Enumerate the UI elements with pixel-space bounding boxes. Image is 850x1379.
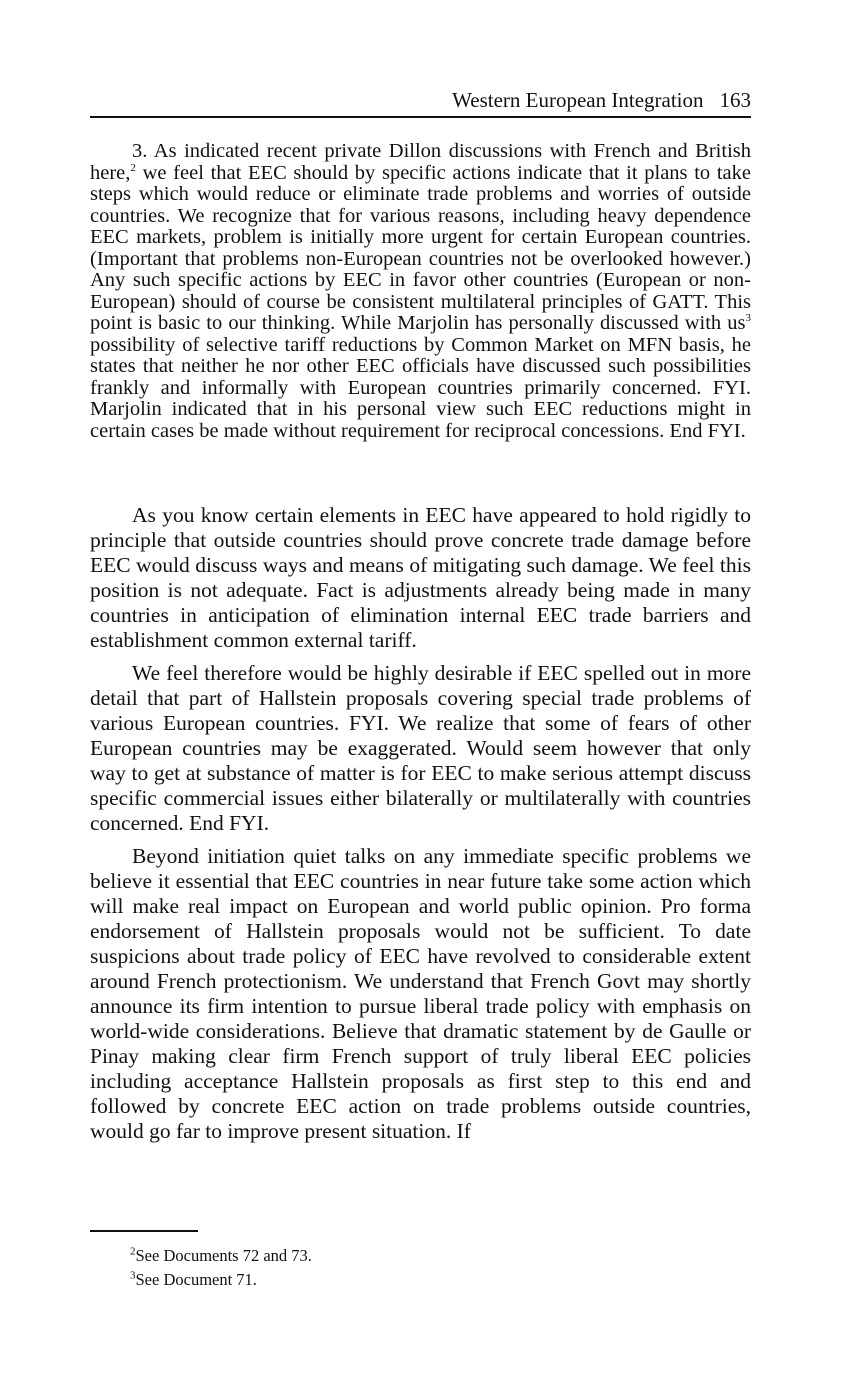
footnote-mark: 2 (130, 1245, 136, 1258)
paragraph: Beyond initiation quiet talks on any immediate specific problems we believe it essential that EEC countries in near future take some action which will make real impact on European and world public opinion. Pro forma endorsement of Hallstein proposals would not be sufficient. To date suspicions about trade policy of EEC have revolved to considerable extent around French protectionism. We understand that French Govt may shortly announce its firm intention to pursue liberal trade policy with emphasis on world-wide considerations. Believe that dramatic statement by de Gaulle or Pinay making clear firm French support of truly liberal EEC policies including acceptance Hallstein proposals as first step to this end and followed by concrete EEC action on trade problems outside countries, would go far to improve present situation. If (90, 844, 751, 1143)
quoted-telegram-paragraph (90, 141, 751, 442)
quote-text-part-3: possibility of selective tariff reductions by Common Market on MFN basis, he states that neither he nor other EEC officials have discussed such possibilities frankly and informally with European countries primarily concerned. FYI. Marjolin indicated that in his personal view such EEC reductions might in certain cases be made without requirement for reciprocal concessions. End FYI. (90, 333, 751, 442)
footnote-ref-2: 2 (130, 161, 136, 174)
footnote-ref-3: 3 (745, 312, 751, 325)
header-title: Western European Integration (452, 88, 704, 112)
page-number: 163 (719, 88, 751, 112)
footnote-text: See Documents 72 and 73. (135, 1246, 312, 1265)
quote-text-part-1: 3. As indicated recent private Dillon discussions with French and British here, (90, 140, 751, 184)
running-header (90, 86, 751, 118)
footnote-mark: 3 (130, 1269, 136, 1282)
paragraph: As you know certain elements in EEC have appeared to hold rigidly to principle that outside countries should prove concrete trade damage before EEC would discuss ways and means of mitigating such damage. We feel this position is not adequate. Fact is adjustments already being made in many countries in anticipation of elimination internal EEC trade barriers and establishment common external tariff. (90, 503, 751, 652)
footnote-text: See Document 71. (135, 1270, 257, 1289)
body-text (90, 503, 751, 1152)
quote-text-part-2: we feel that EEC should by specific actions indicate that it plans to take steps which would reduce or eliminate trade problems and worries of outside countries. We recognize that for various reasons, including heavy dependence EEC markets, problem is initially more urgent for certain European countries. (Important that problems non-European countries not be overlooked however.) Any such specific actions by EEC in favor other countries (European or non-European) should of course be consistent multilateral principles of GATT. This point is basic to our thinking. While Marjolin has personally discussed with us (90, 161, 751, 334)
footnote-divider (90, 1230, 198, 1232)
footnote-2 (130, 1244, 312, 1268)
paragraph: We feel therefore would be highly desirable if EEC spelled out in more detail that part of Hallstein proposals covering special trade problems of various European countries. FYI. We realize that some of fears of other European countries may be exaggerated. Would seem however that only way to get at substance of matter is for EEC to make serious attempt discuss specific commercial issues either bilaterally or multilaterally with countries concerned. End FYI. (90, 661, 751, 835)
footnote-3 (130, 1268, 312, 1292)
footnotes (130, 1244, 312, 1292)
